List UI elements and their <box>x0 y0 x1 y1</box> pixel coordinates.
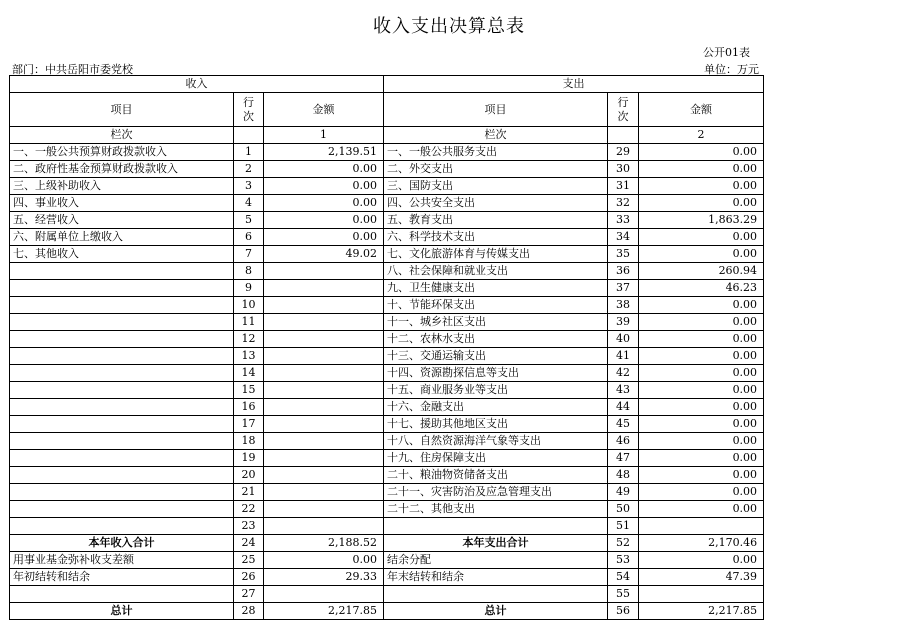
expense-line-cell: 40 <box>608 331 639 348</box>
expense-amount-cell: 0.00 <box>639 399 764 416</box>
expense-amount-cell: 47.39 <box>639 569 764 586</box>
table-row <box>10 365 764 382</box>
income-amount-cell: 2,188.52 <box>264 535 384 552</box>
income-amount-cell: 0.00 <box>264 552 384 569</box>
income-amount-cell <box>264 314 384 331</box>
table-row <box>10 212 764 229</box>
table-row <box>10 161 764 178</box>
expense-amount-cell: 46.23 <box>639 280 764 297</box>
income-item-cell <box>10 450 234 467</box>
income-amount-cell <box>264 382 384 399</box>
income-column-label: 栏次 <box>10 127 234 144</box>
income-amount-cell <box>264 484 384 501</box>
expense-item-cell: 四、公共安全支出 <box>384 195 608 212</box>
table-row <box>10 348 764 365</box>
income-item-cell <box>10 416 234 433</box>
expense-line-cell: 30 <box>608 161 639 178</box>
table-row <box>10 314 764 331</box>
income-amount-cell <box>264 467 384 484</box>
expense-item-cell: 六、科学技术支出 <box>384 229 608 246</box>
income-item-cell <box>10 314 234 331</box>
expense-line-cell: 50 <box>608 501 639 518</box>
form-code: 公开01表 <box>703 46 750 59</box>
income-line-cell: 13 <box>234 348 264 365</box>
expense-item-cell: 二十一、灾害防治及应急管理支出 <box>384 484 608 501</box>
expense-amount-cell: 0.00 <box>639 331 764 348</box>
income-amount-cell <box>264 518 384 535</box>
income-amount-cell: 0.00 <box>264 178 384 195</box>
expense-item-cell: 七、文化旅游体育与传媒支出 <box>384 246 608 263</box>
income-amount-cell <box>264 263 384 280</box>
table-row <box>10 518 764 535</box>
table-row <box>10 484 764 501</box>
income-item-cell: 五、经营收入 <box>10 212 234 229</box>
expense-item-cell: 十三、交通运输支出 <box>384 348 608 365</box>
expense-amount-cell: 260.94 <box>639 263 764 280</box>
expense-item-cell: 十七、援助其他地区支出 <box>384 416 608 433</box>
table-row <box>10 433 764 450</box>
income-amount-cell <box>264 280 384 297</box>
expense-item-cell: 结余分配 <box>384 552 608 569</box>
expense-amount-cell: 0.00 <box>639 552 764 569</box>
income-amount-cell: 2,217.85 <box>264 603 384 620</box>
income-item-cell <box>10 280 234 297</box>
income-amount-cell <box>264 450 384 467</box>
expense-line-cell: 39 <box>608 314 639 331</box>
expense-amount-cell: 0.00 <box>639 297 764 314</box>
expense-line-cell: 44 <box>608 399 639 416</box>
expense-header: 支出 <box>384 76 764 93</box>
income-amount-cell: 29.33 <box>264 569 384 586</box>
income-line-cell: 11 <box>234 314 264 331</box>
table-row <box>10 382 764 399</box>
expense-amount-cell <box>639 586 764 603</box>
table-row <box>10 501 764 518</box>
income-item-cell: 六、附属单位上缴收入 <box>10 229 234 246</box>
table-row <box>10 195 764 212</box>
income-line-cell: 25 <box>234 552 264 569</box>
income-item-cell <box>10 433 234 450</box>
table-row <box>10 178 764 195</box>
income-expense-table <box>9 75 764 620</box>
table-row <box>10 586 764 603</box>
expense-line-cell: 43 <box>608 382 639 399</box>
income-item-cell <box>10 399 234 416</box>
expense-amount-cell: 0.00 <box>639 178 764 195</box>
expense-column-blank <box>608 127 639 144</box>
income-line-cell: 22 <box>234 501 264 518</box>
expense-amount-cell: 2,217.85 <box>639 603 764 620</box>
expense-item-cell: 十一、城乡社区支出 <box>384 314 608 331</box>
expense-column-label: 栏次 <box>384 127 608 144</box>
expense-line-cell: 29 <box>608 144 639 161</box>
department-label: 部门：中共岳阳市委党校 <box>12 63 133 76</box>
income-line-cell: 24 <box>234 535 264 552</box>
expense-amount-cell: 0.00 <box>639 382 764 399</box>
income-line-cell: 19 <box>234 450 264 467</box>
income-line-cell: 27 <box>234 586 264 603</box>
expense-amount-cell <box>639 518 764 535</box>
income-line-cell: 21 <box>234 484 264 501</box>
income-item-cell <box>10 518 234 535</box>
expense-item-cell: 五、教育支出 <box>384 212 608 229</box>
expense-amount-cell: 0.00 <box>639 467 764 484</box>
income-amount-header: 金额 <box>264 93 384 127</box>
expense-item-cell: 二十二、其他支出 <box>384 501 608 518</box>
income-line-cell: 6 <box>234 229 264 246</box>
expense-line-cell: 35 <box>608 246 639 263</box>
expense-item-cell: 十四、资源勘探信息等支出 <box>384 365 608 382</box>
table-row <box>10 399 764 416</box>
expense-line-cell: 32 <box>608 195 639 212</box>
unit-label: 单位：万元 <box>704 63 759 76</box>
income-line-cell: 14 <box>234 365 264 382</box>
expense-amount-cell: 2,170.46 <box>639 535 764 552</box>
expense-amount-cell: 0.00 <box>639 348 764 365</box>
income-amount-cell <box>264 586 384 603</box>
expense-item-cell: 二、外交支出 <box>384 161 608 178</box>
table-row <box>10 246 764 263</box>
income-item-cell <box>10 331 234 348</box>
income-item-cell: 七、其他收入 <box>10 246 234 263</box>
income-item-cell: 用事业基金弥补收支差额 <box>10 552 234 569</box>
expense-line-cell: 56 <box>608 603 639 620</box>
income-item-cell <box>10 484 234 501</box>
table-row <box>10 144 764 161</box>
expense-item-cell: 年末结转和结余 <box>384 569 608 586</box>
income-line-cell: 2 <box>234 161 264 178</box>
income-line-cell: 10 <box>234 297 264 314</box>
income-item-header: 项目 <box>10 93 234 127</box>
expense-item-cell: 一、一般公共服务支出 <box>384 144 608 161</box>
income-amount-cell <box>264 399 384 416</box>
expense-item-cell: 三、国防支出 <box>384 178 608 195</box>
income-amount-cell <box>264 433 384 450</box>
expense-item-cell: 八、社会保障和就业支出 <box>384 263 608 280</box>
expense-amount-cell: 0.00 <box>639 314 764 331</box>
income-item-cell: 本年收入合计 <box>10 535 234 552</box>
expense-amount-cell: 0.00 <box>639 484 764 501</box>
expense-amount-cell: 0.00 <box>639 433 764 450</box>
expense-amount-cell: 0.00 <box>639 144 764 161</box>
expense-line-cell: 54 <box>608 569 639 586</box>
table-row <box>10 450 764 467</box>
table-row <box>10 416 764 433</box>
income-amount-cell <box>264 501 384 518</box>
income-line-cell: 5 <box>234 212 264 229</box>
income-amount-cell <box>264 416 384 433</box>
expense-amount-cell: 0.00 <box>639 229 764 246</box>
expense-line-cell: 33 <box>608 212 639 229</box>
income-amount-cell: 0.00 <box>264 195 384 212</box>
expense-item-cell: 十五、商业服务业等支出 <box>384 382 608 399</box>
income-line-header: 行次 <box>234 93 264 127</box>
table-row <box>10 535 764 552</box>
expense-line-cell: 53 <box>608 552 639 569</box>
expense-line-cell: 46 <box>608 433 639 450</box>
income-line-cell: 4 <box>234 195 264 212</box>
income-item-cell: 年初结转和结余 <box>10 569 234 586</box>
table-row <box>10 603 764 620</box>
expense-item-cell <box>384 586 608 603</box>
income-item-cell: 一、一般公共预算财政拨款收入 <box>10 144 234 161</box>
income-line-cell: 9 <box>234 280 264 297</box>
income-column-blank <box>234 127 264 144</box>
expense-line-cell: 47 <box>608 450 639 467</box>
income-line-cell: 17 <box>234 416 264 433</box>
income-amount-cell <box>264 348 384 365</box>
expense-amount-cell: 0.00 <box>639 365 764 382</box>
table-row <box>10 552 764 569</box>
income-line-cell: 20 <box>234 467 264 484</box>
table-row <box>10 467 764 484</box>
income-item-cell <box>10 297 234 314</box>
table-row <box>10 331 764 348</box>
income-item-cell: 三、上级补助收入 <box>10 178 234 195</box>
income-line-cell: 26 <box>234 569 264 586</box>
expense-amount-cell: 0.00 <box>639 450 764 467</box>
expense-item-cell: 九、卫生健康支出 <box>384 280 608 297</box>
expense-line-cell: 55 <box>608 586 639 603</box>
income-item-cell <box>10 365 234 382</box>
income-line-cell: 8 <box>234 263 264 280</box>
income-amount-cell <box>264 365 384 382</box>
expense-item-cell <box>384 518 608 535</box>
expense-line-header: 行次 <box>608 93 639 127</box>
expense-amount-cell: 1,863.29 <box>639 212 764 229</box>
expense-item-cell: 十六、金融支出 <box>384 399 608 416</box>
income-line-cell: 1 <box>234 144 264 161</box>
income-line-cell: 15 <box>234 382 264 399</box>
expense-line-cell: 52 <box>608 535 639 552</box>
expense-line-cell: 31 <box>608 178 639 195</box>
income-item-cell: 二、政府性基金预算财政拨款收入 <box>10 161 234 178</box>
income-item-cell <box>10 348 234 365</box>
expense-line-cell: 38 <box>608 297 639 314</box>
income-amount-cell: 49.02 <box>264 246 384 263</box>
income-amount-cell: 0.00 <box>264 229 384 246</box>
income-line-cell: 7 <box>234 246 264 263</box>
report-title: 收入支出决算总表 <box>373 16 525 37</box>
income-line-cell: 18 <box>234 433 264 450</box>
income-header: 收入 <box>10 76 384 93</box>
table-row <box>10 280 764 297</box>
income-amount-cell <box>264 331 384 348</box>
expense-item-header: 项目 <box>384 93 608 127</box>
income-item-cell: 四、事业收入 <box>10 195 234 212</box>
expense-line-cell: 34 <box>608 229 639 246</box>
expense-line-cell: 42 <box>608 365 639 382</box>
income-item-cell <box>10 467 234 484</box>
expense-amount-cell: 0.00 <box>639 246 764 263</box>
expense-item-cell: 十、节能环保支出 <box>384 297 608 314</box>
expense-item-cell: 二十、粮油物资储备支出 <box>384 467 608 484</box>
expense-line-cell: 37 <box>608 280 639 297</box>
table-row <box>10 297 764 314</box>
table-row <box>10 263 764 280</box>
income-item-cell <box>10 382 234 399</box>
expense-line-cell: 36 <box>608 263 639 280</box>
income-line-cell: 23 <box>234 518 264 535</box>
income-line-cell: 28 <box>234 603 264 620</box>
income-amount-cell: 0.00 <box>264 161 384 178</box>
income-line-cell: 16 <box>234 399 264 416</box>
expense-item-cell: 本年支出合计 <box>384 535 608 552</box>
expense-line-cell: 45 <box>608 416 639 433</box>
income-amount-cell: 0.00 <box>264 212 384 229</box>
table-row <box>10 569 764 586</box>
income-item-cell <box>10 501 234 518</box>
expense-amount-header: 金额 <box>639 93 764 127</box>
expense-column-number: 2 <box>639 127 764 144</box>
expense-line-cell: 49 <box>608 484 639 501</box>
income-amount-cell: 2,139.51 <box>264 144 384 161</box>
income-line-cell: 3 <box>234 178 264 195</box>
income-item-cell <box>10 263 234 280</box>
expense-amount-cell: 0.00 <box>639 501 764 518</box>
expense-item-cell: 十二、农林水支出 <box>384 331 608 348</box>
expense-item-cell: 十九、住房保障支出 <box>384 450 608 467</box>
expense-amount-cell: 0.00 <box>639 195 764 212</box>
expense-item-cell: 总计 <box>384 603 608 620</box>
expense-line-cell: 48 <box>608 467 639 484</box>
expense-item-cell: 十八、自然资源海洋气象等支出 <box>384 433 608 450</box>
expense-amount-cell: 0.00 <box>639 161 764 178</box>
income-column-number: 1 <box>264 127 384 144</box>
expense-amount-cell: 0.00 <box>639 416 764 433</box>
income-amount-cell <box>264 297 384 314</box>
income-item-cell <box>10 586 234 603</box>
income-item-cell: 总计 <box>10 603 234 620</box>
expense-line-cell: 51 <box>608 518 639 535</box>
table-row <box>10 229 764 246</box>
expense-line-cell: 41 <box>608 348 639 365</box>
income-line-cell: 12 <box>234 331 264 348</box>
